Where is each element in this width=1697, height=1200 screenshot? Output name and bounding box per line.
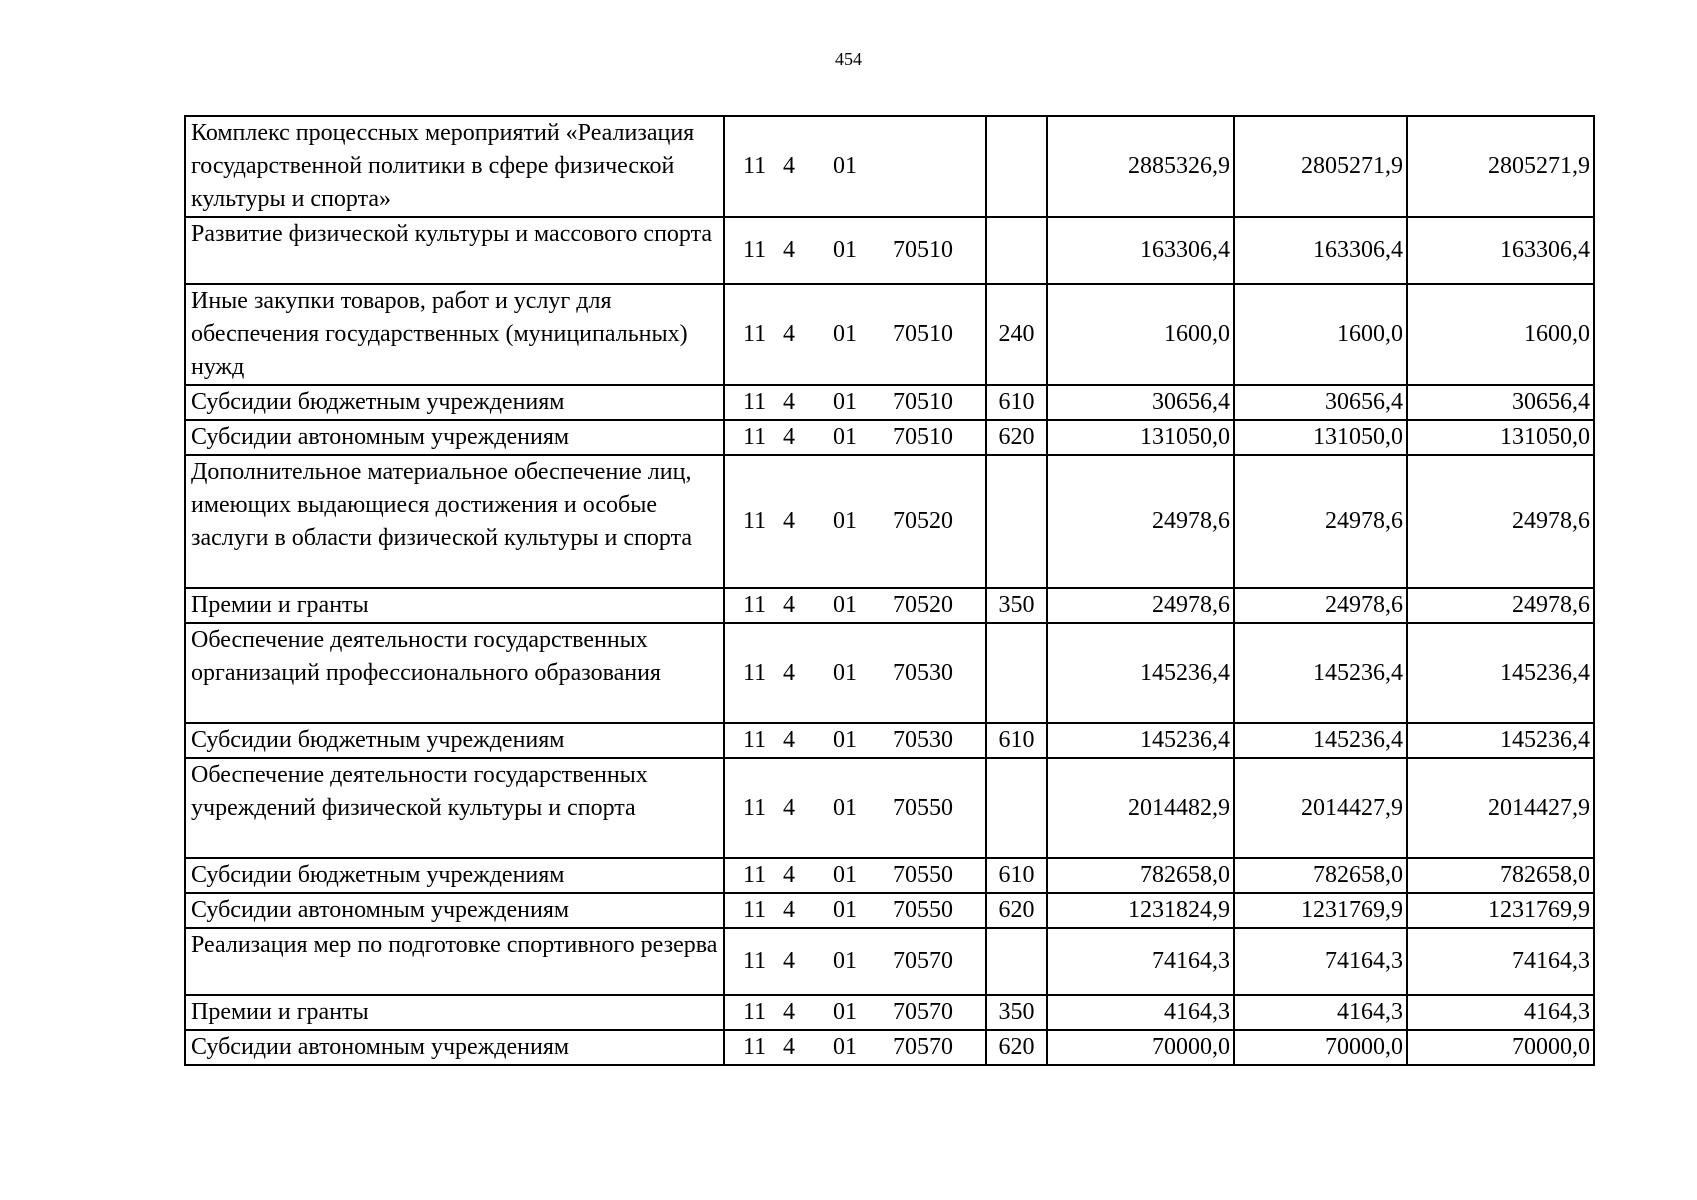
amount-cell-y3: 24978,6 xyxy=(1407,455,1594,588)
row-name-cell: Премии и гранты xyxy=(185,588,724,623)
element-code: 01 xyxy=(833,727,857,753)
expense-type-cell: 350 xyxy=(986,588,1047,623)
program-code: 11 xyxy=(743,897,767,923)
row-code-cell xyxy=(724,928,986,995)
table-row xyxy=(185,928,1594,995)
table-row xyxy=(185,995,1594,1030)
subprogram-code: 4 xyxy=(783,508,795,534)
program-code: 11 xyxy=(743,794,767,821)
program-code: 11 xyxy=(743,592,767,618)
element-code: 01 xyxy=(833,659,857,686)
amount-cell-y2: 145236,4 xyxy=(1234,723,1407,758)
amount-cell-y2: 74164,3 xyxy=(1234,928,1407,995)
amount-cell-y3: 2805271,9 xyxy=(1407,116,1594,217)
page-number: 454 xyxy=(835,49,862,69)
row-code-cell xyxy=(724,723,986,758)
amount-cell-y1: 1600,0 xyxy=(1047,284,1234,385)
row-name-cell: Дополнительное материальное обеспечение лиц, имеющих выдающиеся достижения и особые заслуги в области физической культуры и спорта xyxy=(185,455,724,588)
program-code: 11 xyxy=(743,1034,767,1060)
row-name-cell: Реализация мер по подготовке спортивного резерва xyxy=(185,928,724,995)
subprogram-code: 4 xyxy=(783,999,795,1025)
amount-cell-y1: 24978,6 xyxy=(1047,588,1234,623)
row-name-cell: Субсидии бюджетным учреждениям xyxy=(185,723,724,758)
subprogram-code: 4 xyxy=(783,237,795,263)
subprogram-code: 4 xyxy=(783,862,795,888)
amount-cell-y1: 2014482,9 xyxy=(1047,758,1234,858)
row-name-cell: Комплекс процессных мероприятий «Реализация государственной политики в сфере физической культуры и спорта» xyxy=(185,116,724,217)
subprogram-code: 4 xyxy=(783,727,795,753)
amount-cell-y3: 163306,4 xyxy=(1407,217,1594,284)
subprogram-code: 4 xyxy=(783,897,795,923)
subprogram-code: 4 xyxy=(783,153,795,179)
amount-cell-y3: 145236,4 xyxy=(1407,723,1594,758)
amount-cell-y2: 30656,4 xyxy=(1234,385,1407,420)
element-code: 01 xyxy=(833,153,857,179)
expense-type-cell: 620 xyxy=(986,420,1047,455)
element-code: 01 xyxy=(833,237,857,263)
program-code: 11 xyxy=(743,999,767,1025)
program-code: 11 xyxy=(743,508,767,534)
amount-cell-y1: 1231824,9 xyxy=(1047,893,1234,928)
row-code-cell xyxy=(724,858,986,893)
element-code: 01 xyxy=(833,999,857,1025)
table-row xyxy=(185,893,1594,928)
table-row xyxy=(185,623,1594,723)
row-name-cell: Субсидии автономным учреждениям xyxy=(185,420,724,455)
amount-cell-y3: 1231769,9 xyxy=(1407,893,1594,928)
amount-cell-y3: 70000,0 xyxy=(1407,1030,1594,1065)
expense-type-cell xyxy=(986,758,1047,858)
amount-cell-y1: 70000,0 xyxy=(1047,1030,1234,1065)
subprogram-code: 4 xyxy=(783,424,795,450)
expense-type-cell: 350 xyxy=(986,995,1047,1030)
program-code: 11 xyxy=(743,389,767,415)
row-name-cell: Субсидии бюджетным учреждениям xyxy=(185,385,724,420)
amount-cell-y1: 74164,3 xyxy=(1047,928,1234,995)
amount-cell-y3: 2014427,9 xyxy=(1407,758,1594,858)
element-code: 01 xyxy=(833,948,857,974)
amount-cell-y2: 70000,0 xyxy=(1234,1030,1407,1065)
subprogram-code: 4 xyxy=(783,1034,795,1060)
table-row xyxy=(185,588,1594,623)
table-row xyxy=(185,420,1594,455)
direction-code: 70520 xyxy=(893,508,953,534)
row-code-cell xyxy=(724,758,986,858)
budget-table-body xyxy=(185,116,1594,1065)
program-code: 11 xyxy=(743,424,767,450)
subprogram-code: 4 xyxy=(783,659,795,686)
amount-cell-y1: 145236,4 xyxy=(1047,723,1234,758)
expense-type-cell: 610 xyxy=(986,858,1047,893)
amount-cell-y3: 782658,0 xyxy=(1407,858,1594,893)
amount-cell-y3: 131050,0 xyxy=(1407,420,1594,455)
row-name-cell: Обеспечение деятельности государственных учреждений физической культуры и спорта xyxy=(185,758,724,858)
table-row xyxy=(185,1030,1594,1065)
table-row xyxy=(185,116,1594,217)
element-code: 01 xyxy=(833,424,857,450)
row-code-cell xyxy=(724,995,986,1030)
table-row xyxy=(185,385,1594,420)
amount-cell-y2: 24978,6 xyxy=(1234,588,1407,623)
expense-type-cell xyxy=(986,455,1047,588)
amount-cell-y2: 2014427,9 xyxy=(1234,758,1407,858)
amount-cell-y2: 145236,4 xyxy=(1234,623,1407,723)
table-row xyxy=(185,284,1594,385)
amount-cell-y2: 1231769,9 xyxy=(1234,893,1407,928)
expense-type-cell: 240 xyxy=(986,284,1047,385)
table-row xyxy=(185,858,1594,893)
amount-cell-y3: 74164,3 xyxy=(1407,928,1594,995)
direction-code: 70570 xyxy=(893,999,953,1025)
direction-code: 70510 xyxy=(893,424,953,450)
program-code: 11 xyxy=(743,659,767,686)
amount-cell-y2: 782658,0 xyxy=(1234,858,1407,893)
element-code: 01 xyxy=(833,897,857,923)
row-code-cell xyxy=(724,217,986,284)
direction-code: 70530 xyxy=(893,659,953,686)
expense-type-cell: 620 xyxy=(986,893,1047,928)
program-code: 11 xyxy=(743,237,767,263)
amount-cell-y2: 1600,0 xyxy=(1234,284,1407,385)
subprogram-code: 4 xyxy=(783,794,795,821)
amount-cell-y2: 24978,6 xyxy=(1234,455,1407,588)
program-code: 11 xyxy=(743,948,767,974)
amount-cell-y2: 4164,3 xyxy=(1234,995,1407,1030)
expense-type-cell: 610 xyxy=(986,723,1047,758)
subprogram-code: 4 xyxy=(783,592,795,618)
table-row xyxy=(185,455,1594,588)
subprogram-code: 4 xyxy=(783,321,795,347)
budget-table xyxy=(184,115,1595,1066)
direction-code: 70510 xyxy=(893,321,953,347)
expense-type-cell: 620 xyxy=(986,1030,1047,1065)
direction-code: 70510 xyxy=(893,389,953,415)
direction-code: 70520 xyxy=(893,592,953,618)
amount-cell-y1: 782658,0 xyxy=(1047,858,1234,893)
row-code-cell xyxy=(724,893,986,928)
row-code-cell xyxy=(724,623,986,723)
row-name-cell: Субсидии автономным учреждениям xyxy=(185,1030,724,1065)
table-row xyxy=(185,723,1594,758)
row-name-cell: Премии и гранты xyxy=(185,995,724,1030)
expense-type-cell xyxy=(986,623,1047,723)
direction-code: 70570 xyxy=(893,1034,953,1060)
element-code: 01 xyxy=(833,389,857,415)
amount-cell-y3: 4164,3 xyxy=(1407,995,1594,1030)
row-code-cell xyxy=(724,385,986,420)
row-name-cell: Субсидии автономным учреждениям xyxy=(185,893,724,928)
amount-cell-y1: 163306,4 xyxy=(1047,217,1234,284)
amount-cell-y1: 2885326,9 xyxy=(1047,116,1234,217)
direction-code: 70550 xyxy=(893,794,953,821)
row-code-cell xyxy=(724,116,986,217)
row-code-cell xyxy=(724,284,986,385)
table-row xyxy=(185,217,1594,284)
amount-cell-y3: 30656,4 xyxy=(1407,385,1594,420)
row-name-cell: Иные закупки товаров, работ и услуг для обеспечения государственных (муниципальных) нужд xyxy=(185,284,724,385)
direction-code: 70550 xyxy=(893,897,953,923)
program-code: 11 xyxy=(743,862,767,888)
amount-cell-y3: 1600,0 xyxy=(1407,284,1594,385)
element-code: 01 xyxy=(833,794,857,821)
expense-type-cell xyxy=(986,217,1047,284)
element-code: 01 xyxy=(833,321,857,347)
element-code: 01 xyxy=(833,592,857,618)
expense-type-cell xyxy=(986,116,1047,217)
amount-cell-y2: 2805271,9 xyxy=(1234,116,1407,217)
amount-cell-y3: 145236,4 xyxy=(1407,623,1594,723)
row-name-cell: Развитие физической культуры и массового спорта xyxy=(185,217,724,284)
subprogram-code: 4 xyxy=(783,389,795,415)
program-code: 11 xyxy=(743,321,767,347)
amount-cell-y2: 163306,4 xyxy=(1234,217,1407,284)
amount-cell-y1: 30656,4 xyxy=(1047,385,1234,420)
element-code: 01 xyxy=(833,862,857,888)
amount-cell-y1: 145236,4 xyxy=(1047,623,1234,723)
row-name-cell: Обеспечение деятельности государственных организаций профессионального образования xyxy=(185,623,724,723)
expense-type-cell: 610 xyxy=(986,385,1047,420)
direction-code: 70510 xyxy=(893,237,953,263)
direction-code: 70530 xyxy=(893,727,953,753)
amount-cell-y3: 24978,6 xyxy=(1407,588,1594,623)
row-code-cell xyxy=(724,1030,986,1065)
row-code-cell xyxy=(724,588,986,623)
row-code-cell xyxy=(724,420,986,455)
subprogram-code: 4 xyxy=(783,948,795,974)
amount-cell-y1: 131050,0 xyxy=(1047,420,1234,455)
amount-cell-y1: 4164,3 xyxy=(1047,995,1234,1030)
element-code: 01 xyxy=(833,1034,857,1060)
row-name-cell: Субсидии бюджетным учреждениям xyxy=(185,858,724,893)
amount-cell-y1: 24978,6 xyxy=(1047,455,1234,588)
expense-type-cell xyxy=(986,928,1047,995)
direction-code: 70570 xyxy=(893,948,953,974)
element-code: 01 xyxy=(833,508,857,534)
row-code-cell xyxy=(724,455,986,588)
direction-code: 70550 xyxy=(893,862,953,888)
program-code: 11 xyxy=(743,727,767,753)
table-row xyxy=(185,758,1594,858)
amount-cell-y2: 131050,0 xyxy=(1234,420,1407,455)
program-code: 11 xyxy=(743,153,767,179)
